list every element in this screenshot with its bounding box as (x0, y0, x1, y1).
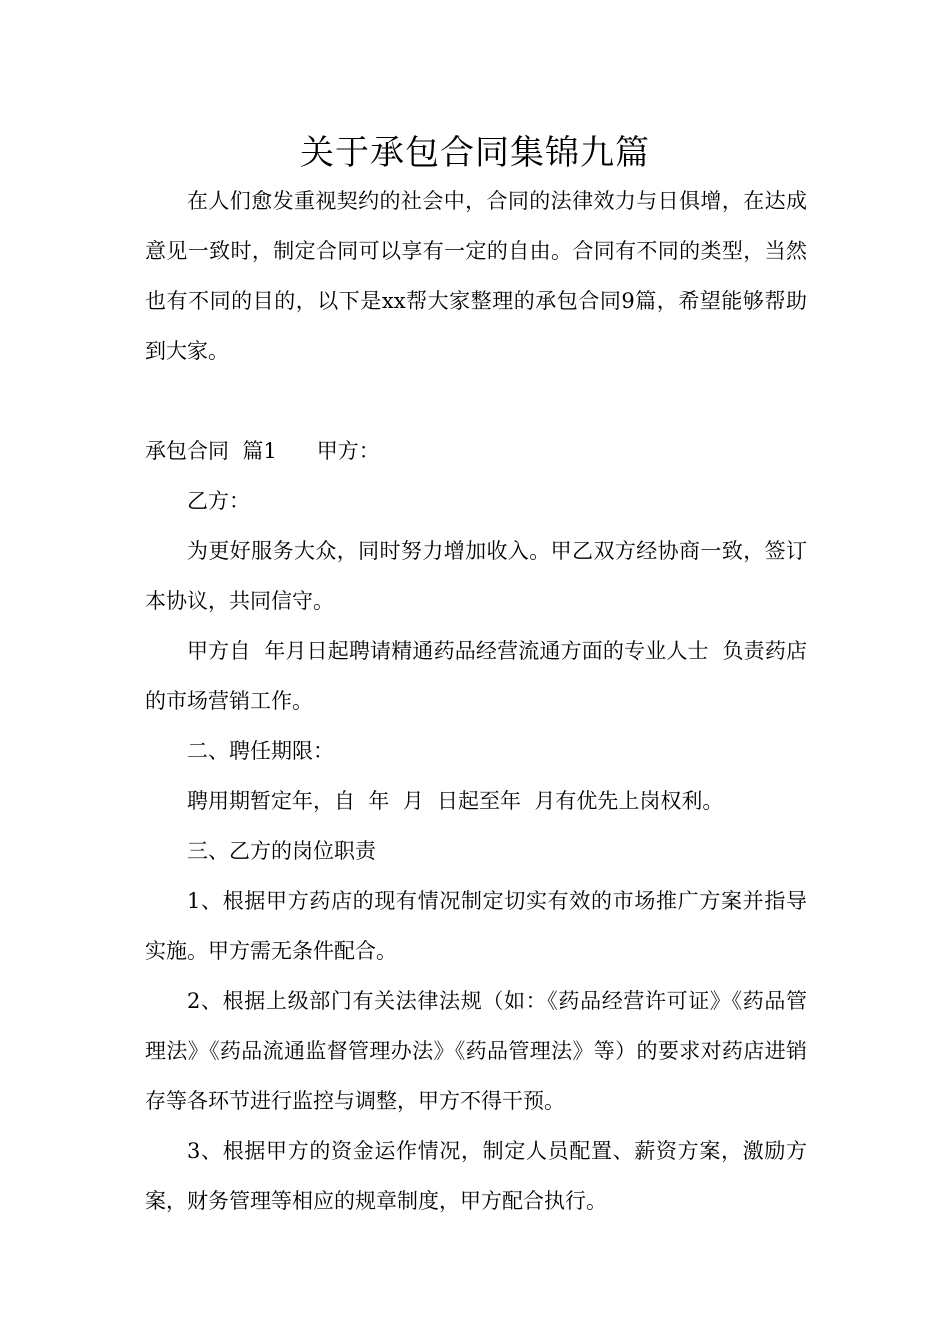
duty-item-2: 2、根据上级部门有关法律法规（如：《药品经营许可证》《药品管理法》《药品流通监督管理办法》《药品管理法》等）的要求对药店进销存等各环节进行监控与调整，甲方不得干预。 (145, 989, 807, 1113)
duty-item-3: 3、根据甲方的资金运作情况，制定人员配置、薪资方案，激励方案，财务管理等相应的规章制度，甲方配合执行。 (145, 1139, 807, 1213)
term-heading: 二、聘任期限： (187, 739, 334, 763)
document-title: 关于承包合同集锦九篇 (300, 133, 650, 173)
intro-paragraph: 在人们愈发重视契约的社会中，合同的法律效力与日俱增，在达成意见一致时，制定合同可以享有一定的自由。合同有不同的类型，当然也有不同的目的，以下是xx帮大家整理的承包合同9篇，希望能够帮助到大家。 (145, 189, 807, 363)
duty-item-1: 1、根据甲方药店的现有情况制定切实有效的市场推广方案并指导实施。甲方需无条件配合。 (145, 889, 807, 963)
duties-heading: 三、乙方的岗位职责 (187, 839, 376, 863)
section-heading: 承包合同 篇1 甲方： (145, 439, 380, 463)
agreement-paragraph: 为更好服务大众，同时努力增加收入。甲乙双方经协商一致，签订本协议，共同信守。 (145, 539, 807, 613)
hiring-paragraph: 甲方自 年月日起聘请精通药品经营流通方面的专业人士 负责药店的市场营销工作。 (145, 639, 807, 713)
term-paragraph: 聘用期暂定年，自 年 月 日起至年 月有优先上岗权利。 (187, 789, 724, 813)
party-b-line: 乙方： (187, 489, 250, 513)
